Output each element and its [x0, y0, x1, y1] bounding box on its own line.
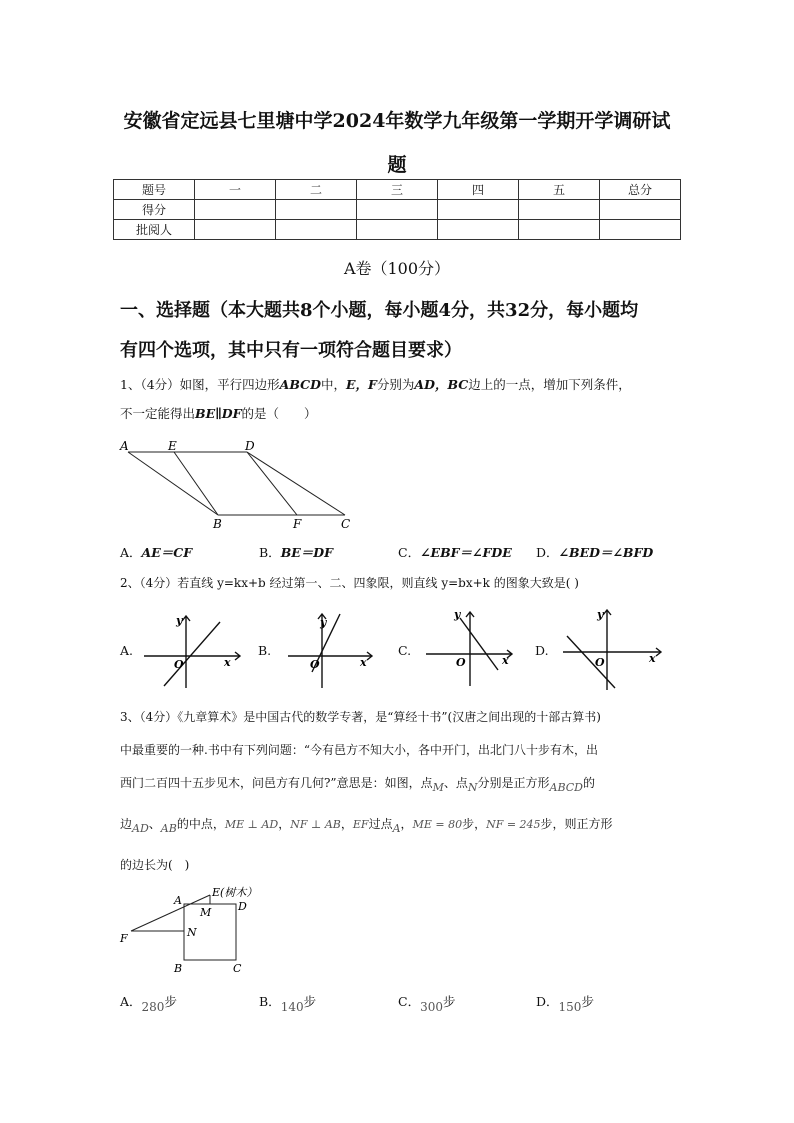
- axis-x-label: x: [649, 652, 656, 665]
- q3-stem-line3: [120, 774, 680, 793]
- q3-label-n: N: [187, 926, 197, 939]
- score-table-cell: 四: [438, 180, 519, 200]
- score-table-cell: 二: [276, 180, 357, 200]
- score-table-row: [114, 200, 681, 220]
- option-letter: C．: [398, 994, 421, 1009]
- q2-stem: 2、（4分）若直线 y=kx+b 经过第一、二、四象限，则直线 y=bx+k 的图象大致是( ): [120, 576, 579, 590]
- q2-option-b-label[interactable]: B.: [258, 643, 272, 658]
- section1-heading-line2: 有四个选项，其中只有一项符合题目要求）: [120, 340, 462, 361]
- q3-stem-line5: 的边长为( ): [120, 858, 190, 872]
- q3-label-f: F: [120, 932, 128, 945]
- q1-text: 不一定能得出: [120, 406, 196, 421]
- option-letter: B．: [259, 545, 281, 560]
- q3-label-b: B: [174, 962, 183, 975]
- q3-math: NF = 245: [486, 818, 541, 831]
- exam-title-line2: 题: [387, 154, 407, 176]
- q3-option-c[interactable]: [398, 992, 456, 1014]
- q1-math: E，F: [345, 377, 377, 392]
- score-table-header-row: [114, 180, 681, 200]
- q3-text: 边: [120, 817, 133, 831]
- q3-stem-line1: 3、（4分）《九章算术》是中国古代的数学专著，是“算经十书”(汉唐之间出现的十部古算书): [120, 710, 601, 724]
- score-table-row: [114, 220, 681, 240]
- origin-label: O: [595, 656, 605, 669]
- q3-text: ，: [340, 817, 353, 831]
- q3-option-d[interactable]: [536, 992, 594, 1014]
- option-letter: C．: [398, 545, 421, 560]
- q1-math: ABCD: [279, 377, 321, 392]
- option-letter: D．: [536, 545, 559, 560]
- q3-label-a: A: [174, 894, 182, 907]
- q1-option-c[interactable]: [398, 543, 512, 561]
- q3-text: ，: [278, 817, 291, 831]
- q1-text: 分别为: [376, 377, 415, 392]
- q3-label-d: D: [238, 900, 247, 913]
- q2-option-a-graph[interactable]: [138, 606, 248, 692]
- option-letter: B．: [259, 994, 281, 1009]
- q3-math: M: [432, 781, 444, 794]
- q1-stem-line2: [120, 405, 680, 424]
- q3-text: 西门二百四十五步见木，问邑方有几何?”意思是：如图，点: [120, 776, 433, 790]
- score-table-cell: 五: [519, 180, 600, 200]
- option-unit: 步: [164, 994, 177, 1009]
- score-table-cell[interactable]: [600, 200, 681, 220]
- q1-label-b: B: [213, 517, 222, 531]
- score-table-cell[interactable]: [357, 220, 438, 240]
- q3-stem-line2: 中最重要的一种.书中有下列问题：“今有邑方不知大小，各中开门，出北门八十步有木，出: [120, 743, 598, 757]
- score-table-cell: 得分: [114, 200, 195, 220]
- option-value: 150: [558, 1000, 582, 1014]
- option-unit: 步: [442, 994, 456, 1009]
- exam-title-line1: 安徽省定远县七里塘中学2024年数学九年级第一学期开学调研试: [123, 110, 671, 132]
- q3-math: ABCD: [549, 781, 583, 794]
- q3-text: 、点: [443, 776, 468, 790]
- q3-text: ，: [400, 817, 413, 831]
- q2-option-b-graph[interactable]: [278, 606, 378, 692]
- q3-option-a[interactable]: [120, 992, 177, 1014]
- q3-text: 分别是正方形: [477, 776, 550, 790]
- q3-text: 的中点，: [176, 817, 225, 831]
- q1-text: 边上的一点，增加下列条件，: [468, 377, 631, 392]
- q1-math: AD，BC: [414, 377, 469, 392]
- q1-label-d: D: [245, 439, 255, 453]
- score-table-cell: 题号: [114, 180, 195, 200]
- q1-label-a: A: [120, 439, 129, 453]
- section1-heading-line1: 一、选择题（本大题共8个小题，每小题4分，共32分，每小题均: [120, 300, 639, 321]
- q3-math: A: [392, 822, 401, 835]
- q3-text: 的: [582, 776, 595, 790]
- option-unit: 步: [581, 994, 594, 1009]
- origin-label: O: [310, 658, 320, 671]
- option-unit: 步: [303, 994, 317, 1009]
- option-letter: A．: [120, 994, 142, 1009]
- q1-text: 1、（4分）如图，平行四边形: [120, 377, 280, 392]
- option-text: BE＝DF: [280, 545, 333, 560]
- q3-label-m: M: [200, 906, 212, 919]
- score-table-cell[interactable]: [357, 200, 438, 220]
- q1-text: 中，: [320, 377, 346, 392]
- q1-label-c: C: [341, 517, 351, 531]
- q3-math: NF ⊥ AB: [290, 818, 341, 831]
- axis-x-label: x: [360, 656, 367, 669]
- q3-square-figure: [116, 884, 266, 976]
- q3-math: N: [467, 781, 478, 794]
- score-table-cell[interactable]: [276, 220, 357, 240]
- option-value: 300: [420, 1000, 443, 1014]
- score-table: [113, 179, 681, 240]
- score-table-cell: 批阅人: [114, 220, 195, 240]
- q3-math: ME = 80: [412, 818, 463, 831]
- score-table-cell[interactable]: [195, 200, 276, 220]
- axis-y-label: y: [176, 614, 183, 627]
- q3-math: AD: [132, 822, 149, 835]
- q3-text: 步，则正方形: [540, 817, 613, 831]
- q1-option-b[interactable]: [259, 543, 333, 561]
- q2-option-a-label[interactable]: A.: [120, 643, 134, 658]
- q3-math: AB: [160, 822, 177, 835]
- q1-stem-line1: [120, 376, 680, 395]
- score-table-cell[interactable]: [519, 220, 600, 240]
- score-table-cell[interactable]: [438, 200, 519, 220]
- q2-option-d-graph[interactable]: [555, 604, 667, 692]
- q1-option-d[interactable]: [536, 543, 653, 561]
- option-letter: A．: [120, 545, 142, 560]
- score-table-cell: 一: [195, 180, 276, 200]
- score-table-cell[interactable]: [438, 220, 519, 240]
- q1-option-a[interactable]: [120, 543, 192, 561]
- q2-option-c-label[interactable]: C.: [398, 643, 412, 658]
- option-value: 140: [280, 1000, 304, 1014]
- option-letter: D．: [536, 994, 559, 1009]
- q1-text: 的是（ ）: [241, 406, 317, 421]
- axis-y-label: y: [454, 608, 461, 621]
- axis-y-label: y: [320, 616, 327, 629]
- origin-label: O: [456, 656, 466, 669]
- option-text: ∠EBF＝∠FDE: [420, 545, 512, 560]
- q3-label-c: C: [233, 962, 242, 975]
- score-table-cell[interactable]: [519, 200, 600, 220]
- option-text: ∠BED＝∠BFD: [558, 545, 654, 560]
- origin-label: O: [174, 658, 184, 671]
- q1-label-e: E: [168, 439, 177, 453]
- axis-x-label: x: [502, 654, 509, 667]
- q3-text: 步，: [462, 817, 487, 831]
- q2-option-c-graph[interactable]: [418, 604, 518, 690]
- q3-text: 过点: [368, 817, 393, 831]
- score-table-cell[interactable]: [276, 200, 357, 220]
- q3-option-b[interactable]: [259, 992, 317, 1014]
- option-value: 280: [141, 1000, 165, 1014]
- q3-stem-line4: [120, 815, 680, 834]
- q2-option-d-label[interactable]: D.: [535, 643, 549, 658]
- paper-part-heading: A卷（100分）: [343, 259, 451, 278]
- axis-x-label: x: [224, 656, 231, 669]
- score-table-cell: 总分: [600, 180, 681, 200]
- score-table-cell[interactable]: [600, 220, 681, 240]
- q1-parallelogram-figure: [112, 436, 362, 531]
- q3-math: ME ⊥ AD: [224, 818, 279, 831]
- q3-label-e: E(树木）: [212, 886, 258, 899]
- q3-math: EF: [352, 818, 369, 831]
- score-table-cell: 三: [357, 180, 438, 200]
- option-text: AE＝CF: [141, 545, 193, 560]
- q1-math: BE∥DF: [195, 406, 242, 421]
- score-table-cell[interactable]: [195, 220, 276, 240]
- q3-text: 、: [148, 817, 161, 831]
- q1-label-f: F: [293, 517, 302, 531]
- axis-y-label: y: [597, 608, 604, 621]
